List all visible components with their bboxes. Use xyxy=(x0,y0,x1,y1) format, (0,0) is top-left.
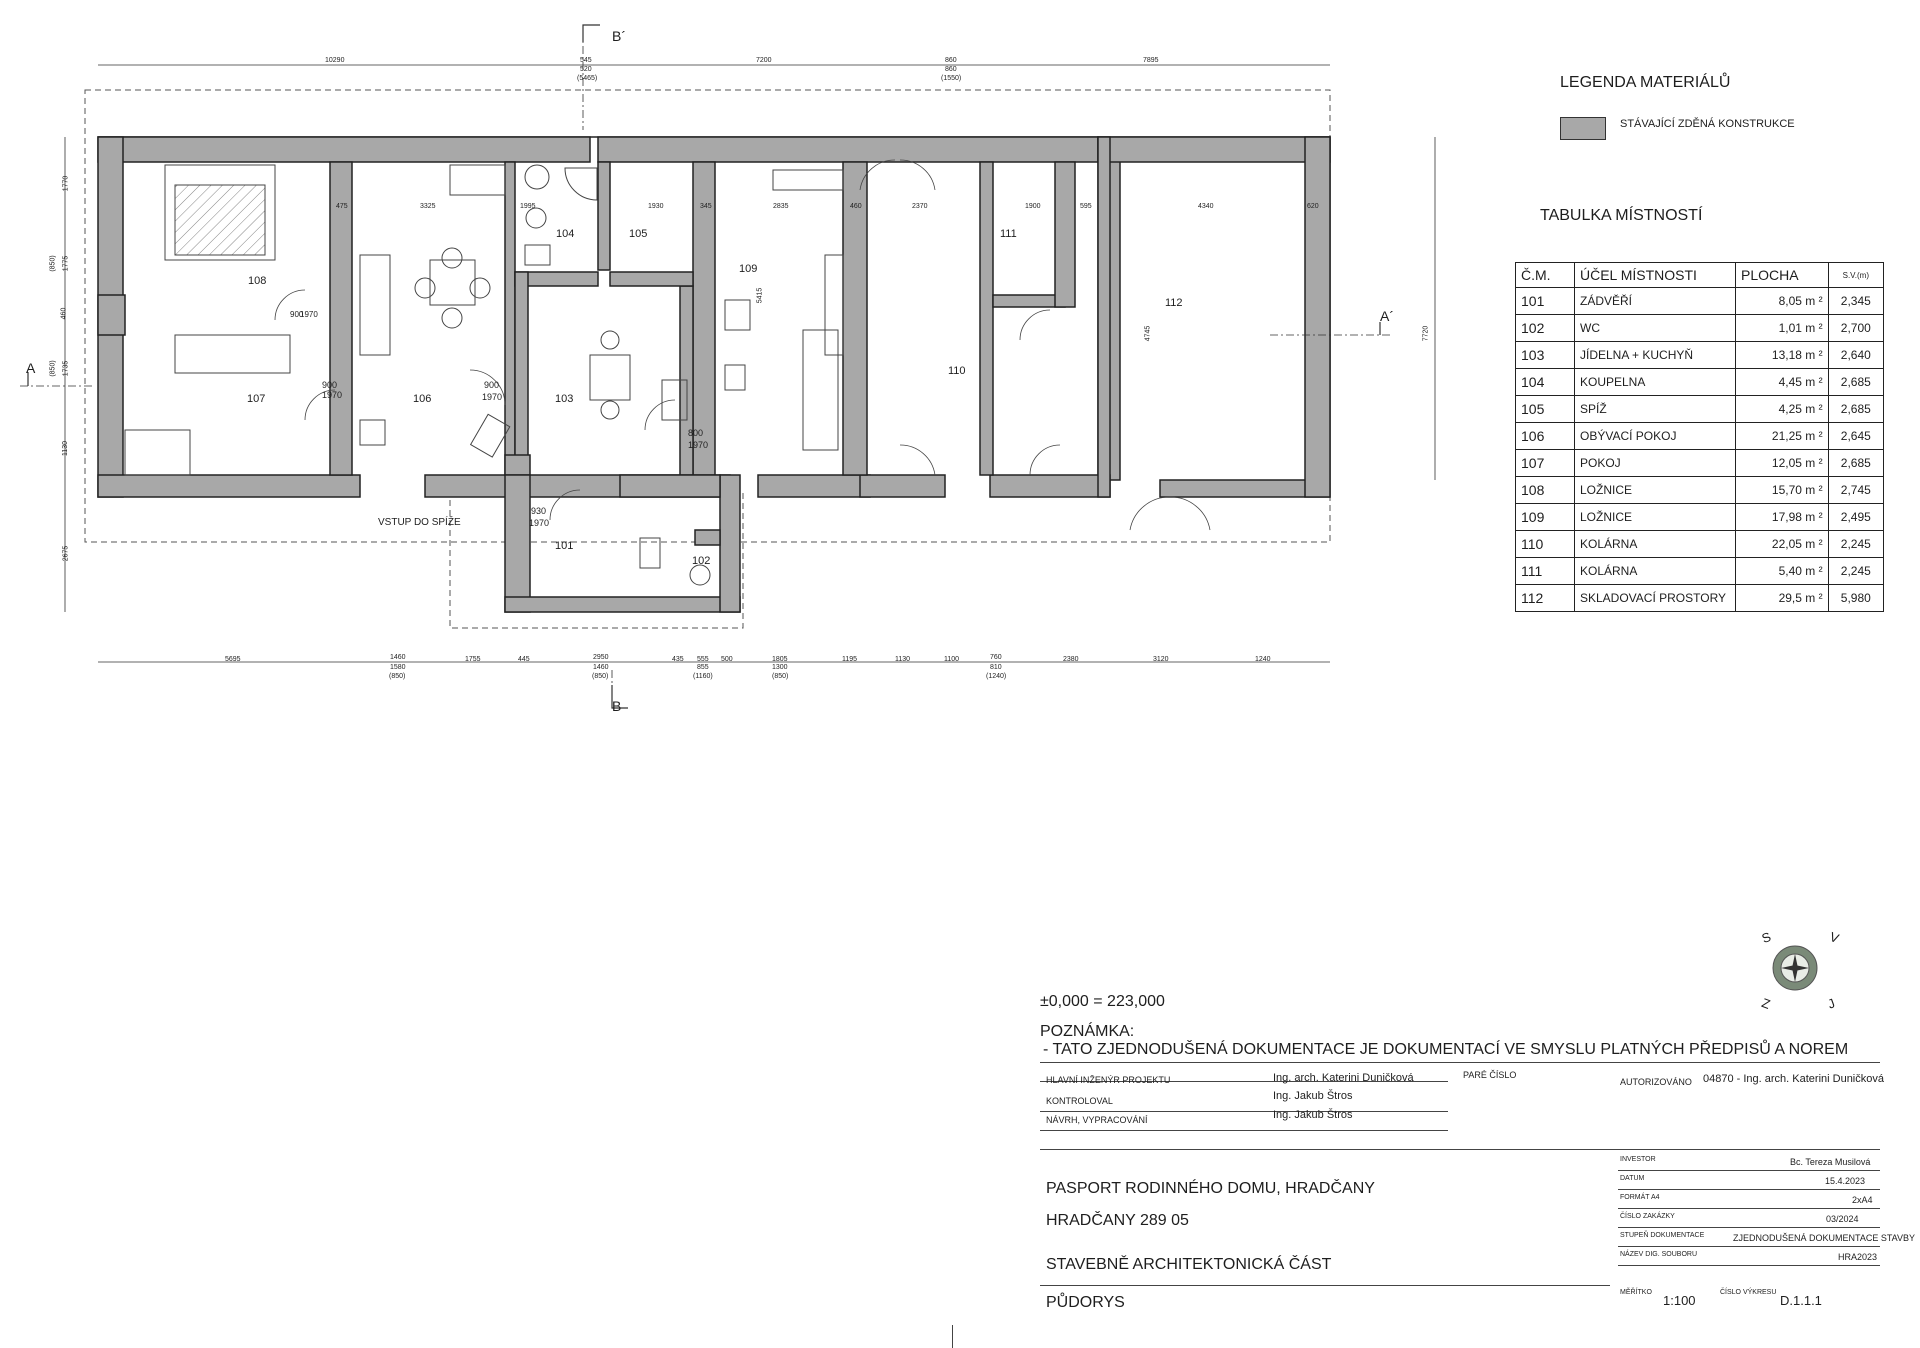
room-height: 2,495 xyxy=(1828,504,1883,531)
divider xyxy=(1040,1130,1448,1131)
room-table-header xyxy=(1516,263,1884,288)
drawing-part: STAVEBNĚ ARCHITEKTONICKÁ ČÁST xyxy=(1046,1256,1332,1273)
room-number: 109 xyxy=(1516,504,1575,531)
designed-by-label: NÁVRH, VYPRACOVÁNÍ xyxy=(1046,1115,1148,1125)
room-label: 103 xyxy=(555,393,574,405)
table-row xyxy=(1516,369,1884,396)
order-value: 03/2024 xyxy=(1826,1214,1859,1224)
room-number: 103 xyxy=(1516,342,1575,369)
room-label: 109 xyxy=(739,263,758,275)
room-height: 2,645 xyxy=(1828,423,1883,450)
drawing-name: PŮDORYS xyxy=(1046,1294,1125,1311)
divider xyxy=(1040,1062,1880,1063)
dim-text: 2675 xyxy=(62,545,70,562)
file-label: NÁZEV DIG. SOUBORU xyxy=(1620,1251,1698,1258)
room-area: 13,18 m ² xyxy=(1736,342,1829,369)
divider xyxy=(1618,1208,1880,1209)
table-row xyxy=(1516,477,1884,504)
table-row xyxy=(1516,315,1884,342)
dim-text: 1100 xyxy=(944,656,960,663)
date-label: DATUM xyxy=(1620,1175,1645,1182)
dim-text: 4745 xyxy=(1144,325,1152,342)
divider xyxy=(1618,1246,1880,1247)
door-label: 800 xyxy=(688,428,704,438)
header-purpose: ÚČEL MÍSTNOSTI xyxy=(1575,263,1736,288)
room-area: 17,98 m ² xyxy=(1736,504,1829,531)
room-label: 102 xyxy=(692,555,711,567)
table-row xyxy=(1516,450,1884,477)
room-number: 102 xyxy=(1516,315,1575,342)
room-purpose: JÍDELNA + KUCHYŇ xyxy=(1575,342,1736,369)
room-purpose: LOŽNICE xyxy=(1575,477,1736,504)
designed-by-value: Ing. Jakub Štros xyxy=(1273,1109,1353,1121)
dim-text: 7895 xyxy=(1143,57,1159,64)
table-row xyxy=(1516,531,1884,558)
divider xyxy=(1618,1227,1880,1228)
header-area: PLOCHA xyxy=(1736,263,1829,288)
room-purpose: KOLÁRNA xyxy=(1575,531,1736,558)
scale-label: MĚŘÍTKO xyxy=(1620,1289,1652,1296)
dim-text: 620 xyxy=(1307,203,1319,210)
room-table-title: TABULKA MÍSTNOSTÍ xyxy=(1540,207,1703,224)
section-label-b-prime: B´ xyxy=(612,28,626,44)
divider xyxy=(952,1325,953,1348)
section-label-b: B xyxy=(612,698,622,714)
room-area: 5,40 m ² xyxy=(1736,558,1829,585)
authorized-value: 04870 - Ing. arch. Katerini Duničková xyxy=(1703,1073,1884,1085)
dim-text: (1240) xyxy=(986,673,1007,680)
room-area: 21,25 m ² xyxy=(1736,423,1829,450)
dim-text: 2370 xyxy=(912,203,928,210)
dim-text: 1995 xyxy=(520,203,536,210)
room-label: 110 xyxy=(948,365,966,377)
room-label: 112 xyxy=(1165,297,1183,309)
divider xyxy=(1040,1285,1610,1286)
room-height: 2,245 xyxy=(1828,531,1883,558)
header-height: S.V.(m) xyxy=(1828,263,1883,288)
room-number: 104 xyxy=(1516,369,1575,396)
dim-text: 1460 xyxy=(593,664,609,671)
door-label: 930 xyxy=(531,506,547,516)
dim-text: 4340 xyxy=(1198,203,1214,210)
dim-text: 1775 xyxy=(62,255,70,272)
dim-text: 1130 xyxy=(62,440,70,457)
room-height: 2,685 xyxy=(1828,396,1883,423)
dim-text: 860 xyxy=(945,57,957,64)
room-height: 2,345 xyxy=(1828,288,1883,315)
dim-text: (1160) xyxy=(693,673,713,680)
room-height: 2,700 xyxy=(1828,315,1883,342)
room-table xyxy=(1515,262,1884,612)
dim-text: 1770 xyxy=(62,175,70,192)
room-height: 2,245 xyxy=(1828,558,1883,585)
door-label: 1970 xyxy=(529,518,550,528)
room-purpose: SKLADOVACÍ PROSTORY xyxy=(1575,585,1736,612)
dim-text: 1930 xyxy=(648,203,664,210)
room-number: 107 xyxy=(1516,450,1575,477)
dim-text: 1460 xyxy=(390,654,406,661)
dim-text: 2835 xyxy=(773,203,789,210)
dim-text: 435 xyxy=(672,656,684,663)
drawing-number-label: ČÍSLO VÝKRESU xyxy=(1720,1289,1777,1296)
drawing-number-value: D.1.1.1 xyxy=(1780,1293,1822,1308)
compass-j: J xyxy=(1825,995,1837,1012)
dim-text: (1550) xyxy=(941,75,962,82)
dim-text: 1735 xyxy=(62,360,70,377)
stage-value: ZJEDNODUŠENÁ DOKUMENTACE STAVBY xyxy=(1733,1233,1916,1243)
room-number: 112 xyxy=(1516,585,1575,612)
room-area: 29,5 m ² xyxy=(1736,585,1829,612)
note-title: POZNÁMKA: xyxy=(1040,1023,1135,1040)
room-label: 108 xyxy=(248,275,267,287)
dim-text: 855 xyxy=(697,664,709,671)
dim-text: 1195 xyxy=(842,656,858,663)
room-area: 15,70 m ² xyxy=(1736,477,1829,504)
door-label: 1970 xyxy=(300,310,318,319)
dim-text: (850) xyxy=(49,360,57,377)
legend-item-label: STÁVAJÍCÍ ZDĚNÁ KONSTRUKCE xyxy=(1620,118,1795,130)
room-area: 4,45 m ² xyxy=(1736,369,1829,396)
dim-text: 7720 xyxy=(1422,325,1430,342)
room-label: 105 xyxy=(629,228,648,240)
door-label: 1970 xyxy=(322,390,343,400)
dim-text: 2380 xyxy=(1063,656,1079,663)
date-value: 15.4.2023 xyxy=(1825,1176,1866,1186)
dim-text: 1755 xyxy=(465,656,481,663)
table-row xyxy=(1516,396,1884,423)
section-label-a-prime: A´ xyxy=(1380,308,1394,324)
dim-text: 760 xyxy=(990,654,1002,661)
room-area: 1,01 m ² xyxy=(1736,315,1829,342)
file-value: HRA2023 xyxy=(1838,1252,1878,1262)
door-label: 900 xyxy=(484,380,500,390)
dim-text: 3325 xyxy=(420,203,436,210)
table-row xyxy=(1516,342,1884,369)
dim-text: 5695 xyxy=(225,656,241,663)
dim-text: 810 xyxy=(990,664,1002,671)
room-purpose: SPÍŽ xyxy=(1575,396,1736,423)
table-row xyxy=(1516,504,1884,531)
room-label: 101 xyxy=(555,540,574,552)
room-number: 108 xyxy=(1516,477,1575,504)
room-number: 101 xyxy=(1516,288,1575,315)
compass-z: Z xyxy=(1759,995,1773,1012)
room-height: 2,685 xyxy=(1828,369,1883,396)
dim-text: 475 xyxy=(336,203,348,210)
dim-text: 500 xyxy=(721,656,733,663)
dim-text: (5465) xyxy=(577,75,598,82)
dim-text: 5415 xyxy=(756,287,764,304)
order-label: ČÍSLO ZAKÁZKY xyxy=(1620,1213,1675,1220)
table-row xyxy=(1516,423,1884,450)
stage-label: STUPEŇ DOKUMENTACE xyxy=(1620,1232,1705,1239)
dim-text: 345 xyxy=(700,203,712,210)
chief-engineer-value: Ing. arch. Katerini Duničková xyxy=(1273,1072,1414,1084)
divider xyxy=(1040,1111,1448,1112)
room-purpose: ZÁDVĚŘÍ xyxy=(1575,288,1736,315)
project-address: HRADČANY 289 05 xyxy=(1046,1212,1189,1229)
dim-text: 1240 xyxy=(1255,656,1271,663)
dim-text: 10290 xyxy=(325,57,345,64)
door-label: 1970 xyxy=(482,392,503,402)
room-height: 2,745 xyxy=(1828,477,1883,504)
dim-text: 1130 xyxy=(895,656,911,663)
table-row xyxy=(1516,558,1884,585)
room-purpose: OBÝVACÍ POKOJ xyxy=(1575,423,1736,450)
room-purpose: LOŽNICE xyxy=(1575,504,1736,531)
dim-text: 555 xyxy=(697,656,709,663)
room-area: 8,05 m ² xyxy=(1736,288,1829,315)
investor-label: INVESTOR xyxy=(1620,1156,1656,1163)
room-purpose: KOLÁRNA xyxy=(1575,558,1736,585)
legend-title: LEGENDA MATERIÁLŮ xyxy=(1560,74,1731,91)
legend-swatch xyxy=(1560,117,1606,140)
dim-text: 520 xyxy=(580,66,592,73)
table-row xyxy=(1516,585,1884,612)
room-label: 107 xyxy=(247,393,266,405)
room-label: 111 xyxy=(1000,228,1017,240)
dim-text: 1805 xyxy=(772,656,788,663)
dim-text: 460 xyxy=(60,307,68,320)
authorized-label: AUTORIZOVÁNO xyxy=(1620,1077,1692,1087)
room-purpose: KOUPELNA xyxy=(1575,369,1736,396)
dim-text: (850) xyxy=(49,255,57,272)
dim-text: (850) xyxy=(389,673,406,680)
note-text: - TATO ZJEDNODUŠENÁ DOKUMENTACE JE DOKUMENTACÍ VE SMYSLU PLATNÝCH PŘEDPISŮ A NOREM xyxy=(1043,1041,1849,1058)
dim-text: 3120 xyxy=(1153,656,1169,663)
door-label: 900 xyxy=(290,310,304,319)
checked-by-value: Ing. Jakub Štros xyxy=(1273,1090,1353,1102)
dim-text: 445 xyxy=(518,656,530,663)
room-height: 5,980 xyxy=(1828,585,1883,612)
room-purpose: WC xyxy=(1575,315,1736,342)
dim-text: (850) xyxy=(592,673,609,680)
pantry-entry-label: VSTUP DO SPÍŽE xyxy=(378,517,461,528)
door-label: 900 xyxy=(322,380,338,390)
project-title: PASPORT RODINNÉHO DOMU, HRADČANY xyxy=(1046,1180,1375,1197)
scale-value: 1:100 xyxy=(1663,1293,1696,1308)
room-number: 105 xyxy=(1516,396,1575,423)
dim-text: 460 xyxy=(850,203,862,210)
dim-text: 7200 xyxy=(756,57,772,64)
copy-number-label: PARÉ ČÍSLO xyxy=(1463,1070,1517,1080)
chief-engineer-label: HLAVNÍ INŽENÝR PROJEKTU xyxy=(1046,1075,1171,1085)
compass-v: V xyxy=(1827,928,1841,947)
dim-text: 2950 xyxy=(593,654,609,661)
dim-text: (850) xyxy=(772,673,789,680)
door-label: 1970 xyxy=(688,440,709,450)
divider xyxy=(1618,1170,1880,1171)
room-label: 104 xyxy=(556,228,575,240)
room-number: 111 xyxy=(1516,558,1575,585)
room-label: 106 xyxy=(413,393,432,405)
section-label-a: A xyxy=(26,360,36,376)
dim-text: 860 xyxy=(945,66,957,73)
dim-text: 1900 xyxy=(1025,203,1041,210)
room-number: 110 xyxy=(1516,531,1575,558)
divider xyxy=(1618,1265,1880,1266)
room-height: 2,640 xyxy=(1828,342,1883,369)
room-number: 106 xyxy=(1516,423,1575,450)
dim-text: 595 xyxy=(1080,203,1092,210)
room-area: 12,05 m ² xyxy=(1736,450,1829,477)
room-height: 2,685 xyxy=(1828,450,1883,477)
dim-text: 545 xyxy=(580,57,592,64)
elevation-reference: ±0,000 = 223,000 xyxy=(1040,993,1165,1010)
table-row xyxy=(1516,288,1884,315)
investor-value: Bc. Tereza Musilová xyxy=(1790,1157,1871,1167)
room-area: 22,05 m ² xyxy=(1736,531,1829,558)
format-label: FORMÁT A4 xyxy=(1620,1194,1660,1201)
format-value: 2xA4 xyxy=(1852,1195,1873,1205)
room-purpose: POKOJ xyxy=(1575,450,1736,477)
room-area: 4,25 m ² xyxy=(1736,396,1829,423)
compass-s: S xyxy=(1759,928,1773,947)
dim-text: 1300 xyxy=(772,664,788,671)
divider xyxy=(1618,1189,1880,1190)
header-cm: Č.M. xyxy=(1516,263,1575,288)
checked-by-label: KONTROLOVAL xyxy=(1046,1096,1113,1106)
dim-text: 1580 xyxy=(390,664,406,671)
divider xyxy=(1040,1149,1880,1150)
